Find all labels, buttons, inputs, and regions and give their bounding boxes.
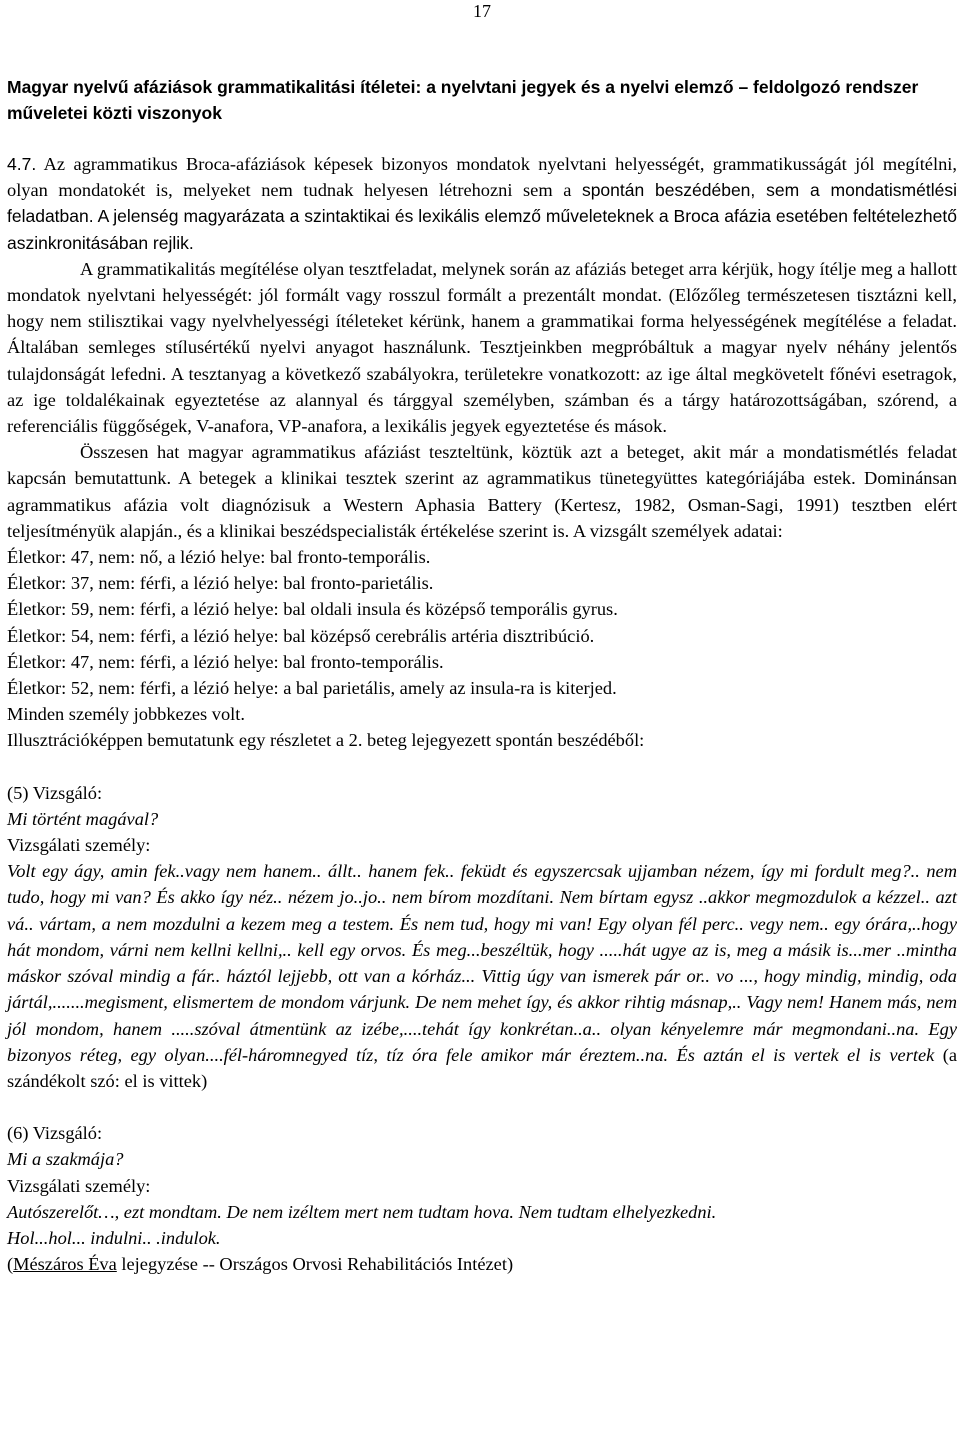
examiner-question: Mi a szakmája? [7, 1149, 124, 1170]
subject-item: Életkor: 47, nem: nő, a lézió helye: bal fronto-temporális. [7, 547, 431, 568]
subject-item: Életkor: 47, nem: férfi, a lézió helye: bal fronto-temporális. [7, 651, 444, 672]
credit-open: ( [7, 1254, 14, 1275]
subjects-paragraph: Összesen hat magyar agrammatikus afáziást teszteltünk, köztük azt a beteget, akit már a mondatismétlés feladat kapcsán bemutattunk. A betegek a klinikai tesztek szerint az agrammatikus tünetegyüttes kategóriájába estek. Dominánsan agrammatikus afázia volt diagnózisuk a Western Aphasia Battery (Kertesz, 1982, Osman-Sagi, 1991) tesztben elért teljesítményük alapján., és a klinikai beszédspecialisták értékelése szerint is. A vizsgált személyek adatai: [7, 442, 957, 541]
answer-note: (a szándékolt szó: el is vittek) [7, 1044, 957, 1091]
body-text [7, 151, 957, 1277]
transcription-credit [7, 1251, 957, 1277]
subject-answer [7, 858, 957, 1094]
intro-paragraph [7, 151, 957, 256]
subject-item: Életkor: 37, nem: férfi, a lézió helye: bal fronto-parietális. [7, 573, 434, 594]
answer-transcript: Hol...hol... indulni.. .indulok. [7, 1227, 221, 1248]
handedness-note: Minden személy jobbkezes volt. [7, 704, 246, 725]
intro-text-serif: Az agrammatikus Broca-afáziások képesek bizonyos mondatok nyelvtani helyességét, grammatikusságát jól megítélni, olyan mondatokét is, melyeket nem tudnak helyesen létrehozni sem a [7, 154, 957, 201]
subject-list [7, 544, 957, 701]
grammaticality-paragraph: A grammatikalitás megítélése olyan tesztfeladat, melynek során az afáziás beteget arra kérjük, hogy ítélje meg a hallott mondatok nyelvtani helyességét: jól formált vagy rosszul formált a prezentált mondat. (Előzőleg természetesen tisztázni kell, hogy nem stilisztikai vagy nyelvhelyességi ítéleteket kérünk, hanem a grammatikai forma helyességének megítélése a feladat. Általában semleges stílusértékű nyelvi anyagot használunk. Tesztjeinkben megpróbáltuk a magyar nyelv néhány jelentős tulajdonságát lefedni. A tesztanyag a következő szabályokra, területekre vonatkozott: az ige által megkövetelt főnévi esetragok, az ige toldalékainak egyeztetése az alannyal és tárggyal személyben, számban és a tárgy határozottságában, szórend, a referenciális függőségek, V-anafora, VP-anafora, a lexikális jegyek egyeztetése és mások. [7, 258, 957, 437]
subject-item: Életkor: 54, nem: férfi, a lézió helye: bal középső cerebrális artéria disztribúció. [7, 625, 595, 646]
intro-text-sans: spontán beszédében, sem a mondatismétlési feladatban. A jelenség magyarázata a szintaktikai és lexikális elemző műveleteknek a Broca afázia esetében feltételezhető aszinkronitásában rejlik. [7, 180, 957, 253]
illustration-intro: Illusztrációképpen bemutatunk egy részletet a 2. beteg lejegyezett spontán beszédéből: [7, 730, 645, 751]
examiner-label: (6) Vizsgáló: [7, 1123, 103, 1144]
page-title: Magyar nyelvű afáziások grammatikalitási ítéletei: a nyelvtani jegyek és a nyelvi elemző – feldolgozó rendszer műveletei közti viszonyok [7, 77, 919, 123]
examiner-question: Mi történt magával? [7, 808, 159, 829]
page-number: 17 [473, 1, 491, 21]
dialog-6 [7, 1120, 957, 1251]
subject-label: Vizsgálati személy: [7, 835, 151, 856]
subject-item: Életkor: 59, nem: férfi, a lézió helye: bal oldali insula és középső temporális gyrus. [7, 599, 618, 620]
credit-rest: lejegyzése -- Országos Orvosi Rehabilitációs Intézet) [116, 1254, 514, 1275]
answer-transcript: Autószerelőt…, ezt mondtam. De nem izéltem mert nem tudtam hova. Nem tudtam elhelyezkedni. [7, 1201, 717, 1222]
section-number: 4.7. [7, 154, 37, 174]
examiner-label: (5) Vizsgáló: [7, 782, 103, 803]
transcriber-name: Mészáros Éva [13, 1254, 117, 1275]
dialog-5 [7, 780, 957, 1094]
answer-transcript: Volt egy ágy, amin fek..vagy nem hanem.. állt.. hanem fek.. feküdt és egyszercsak ujjamban nézem, így mi fordult meg?.. nem tudo, hogy mi van? És akko így néz.. nézem jo..jo.. nem bírom mozdítani. Nem bírtam egysz ..akkor megmozdulok a kézzel.. azt vá.. vártam, a nem mozdulni a kezem meg a testem. És nem tud, hogy mi van! Egy olyan fél perc.. vegy nem.. egy órára,..hogy hát mondom, várni nem kellni kellni,.. kell egy orvos. És meg...beszéltük, hogy .....hát ugye az is, meg a másik is...mer ..mintha máskor szóval mindig a fár.. háztól lejjebb, ott van a kórház... Vittig úgy van ismerek pár or.. vo ..., hogy mindig, mindig, oda jártál,.......megisment, elismertem de mondom várjunk. De nem mehet így, és akkor rihtig másnap,.. Vagy nem! Hanem más, nem jól mondom, hanem .....szóval átmentünk az izébe,....tehát így konkrétan..a.. olyan kényelemre már megmondani..na. Egy bizonyos réteg, egy olyan....fél-háromnegyed tíz, tíz óra fele amikor már éreztem..na. És aztán el is vertek el is vertek [7, 861, 957, 1065]
subject-label: Vizsgálati személy: [7, 1175, 151, 1196]
subject-item: Életkor: 52, nem: férfi, a lézió helye: a bal parietális, amely az insula-ra is kiterjed. [7, 678, 617, 699]
